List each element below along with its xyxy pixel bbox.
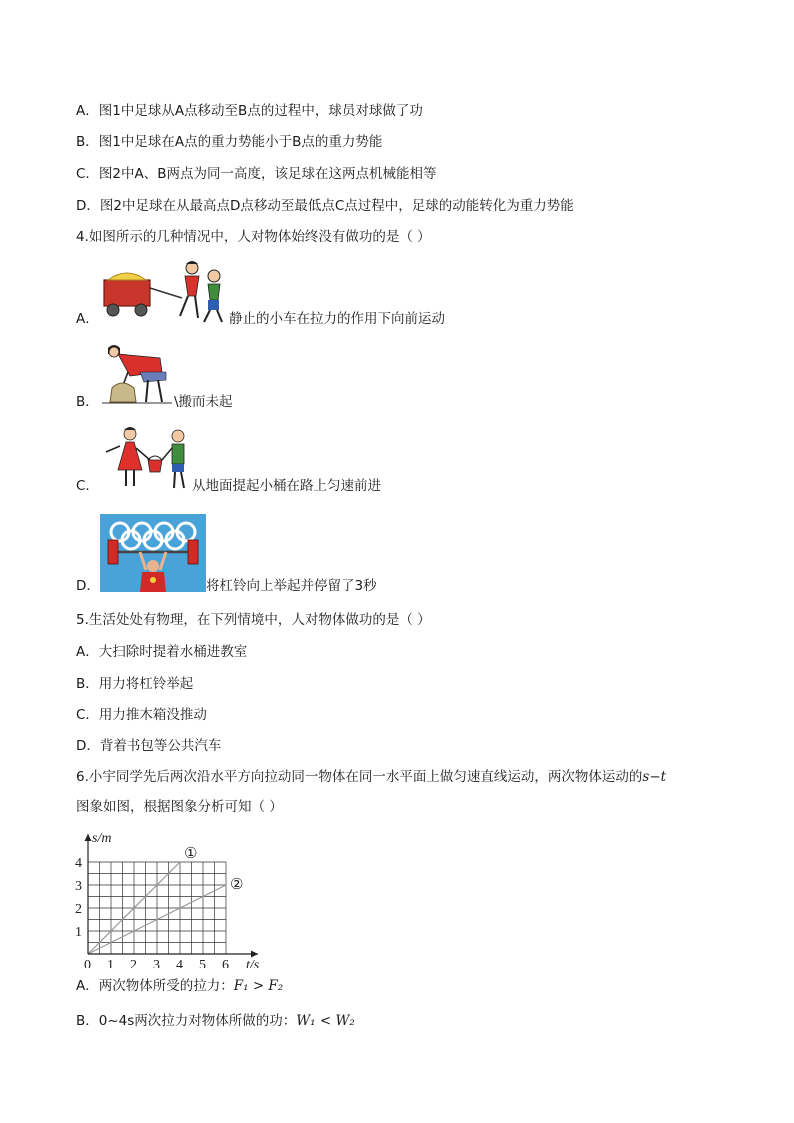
q3-option-b: B．图1中足球在A点的重力势能小于B点的重力势能 bbox=[76, 134, 383, 150]
x-tick-label: 6 bbox=[222, 958, 229, 968]
x-tick-label: 5 bbox=[199, 958, 206, 968]
q4-option-c-text: 从地面提起小桶在路上匀速前进 bbox=[192, 478, 381, 494]
q4-option-a-text: 静止的小车在拉力的作用下向前运动 bbox=[229, 311, 445, 327]
x-tick-label: 0 bbox=[84, 958, 91, 968]
q6-option-b bbox=[76, 1011, 355, 1031]
q4-option-b-text: \搬而未起 bbox=[174, 394, 233, 410]
q6-option-b-math: W₁ < W₂ bbox=[296, 1013, 355, 1029]
q6-stem-math: s−t bbox=[642, 769, 667, 785]
q6-option-a-text: A．两次物体所受的拉力： bbox=[76, 978, 234, 994]
q3-option-c: C．图2中A、B两点为同一高度，该足球在这两点机械能相等 bbox=[76, 166, 437, 182]
q3-option-d: D．图2中足球在从最高点D点移动至最低点C点过程中，足球的动能转化为重力势能 bbox=[76, 198, 574, 214]
q5-option-d: D．背着书包等公共汽车 bbox=[76, 738, 222, 754]
y-tick-label: 1 bbox=[75, 925, 82, 940]
q4-option-d bbox=[76, 576, 100, 596]
q4-stem: 4.如图所示的几种情况中，人对物体始终没有做功的是（ ） bbox=[76, 229, 431, 245]
children-carrying-bucket-image bbox=[100, 426, 192, 492]
x-axis-label: t/s bbox=[246, 958, 260, 968]
q4-option-b-letter: B． bbox=[76, 394, 99, 410]
q6-stem-line2: 图象如图，根据图象分析可知（ ） bbox=[76, 799, 283, 815]
q6-stem-text: 6.小宇同学先后两次沿水平方向拉动同一物体在同一水平面上做匀速直线运动，两次物体运动的 bbox=[76, 769, 643, 785]
x-tick-label: 4 bbox=[176, 958, 183, 968]
q4-option-b bbox=[76, 392, 99, 412]
q5-stem: 5.生活处处有物理，在下列情境中，人对物体做功的是（ ） bbox=[76, 612, 431, 628]
q4-option-a bbox=[76, 309, 99, 329]
series-label-2: ② bbox=[230, 877, 244, 893]
q4-option-d-text: 将杠铃向上举起并停留了3秒 bbox=[206, 578, 377, 594]
q5-option-c: C．用力推木箱没推动 bbox=[76, 707, 207, 723]
x-tick-label: 3 bbox=[153, 958, 160, 968]
q6-option-a bbox=[76, 976, 283, 996]
people-pulling-cart-image bbox=[100, 258, 228, 328]
q4-option-c bbox=[76, 476, 99, 496]
y-tick-label: 4 bbox=[75, 856, 82, 871]
q5-option-b: B．用力将杠铃举起 bbox=[76, 676, 194, 692]
q6-stem-line1 bbox=[76, 767, 666, 787]
weightlifter-photo-image bbox=[100, 514, 206, 592]
y-tick-label: 3 bbox=[75, 879, 82, 894]
x-tick-label: 2 bbox=[130, 958, 137, 968]
q6-option-b-text: B．0~4s两次拉力对物体所做的功： bbox=[76, 1013, 297, 1029]
s-t-chart-svg bbox=[72, 826, 272, 968]
q6-option-a-math: F₁ > F₂ bbox=[233, 978, 284, 994]
q3-option-a: A．图1中足球从A点移动至B点的过程中，球员对球做了功 bbox=[76, 103, 423, 119]
y-axis-label: s/m bbox=[92, 831, 112, 846]
q5-option-a: A．大扫除时提着水桶进教室 bbox=[76, 644, 248, 660]
s-t-graph bbox=[72, 826, 272, 968]
q4-option-d-letter: D． bbox=[76, 578, 100, 594]
person-lifting-sack-image bbox=[100, 342, 174, 408]
series-label-1: ① bbox=[184, 846, 198, 862]
x-tick-label: 1 bbox=[107, 958, 114, 968]
y-tick-label: 2 bbox=[75, 902, 82, 917]
q4-option-a-letter: A． bbox=[76, 311, 99, 327]
q4-option-c-letter: C． bbox=[76, 478, 99, 494]
